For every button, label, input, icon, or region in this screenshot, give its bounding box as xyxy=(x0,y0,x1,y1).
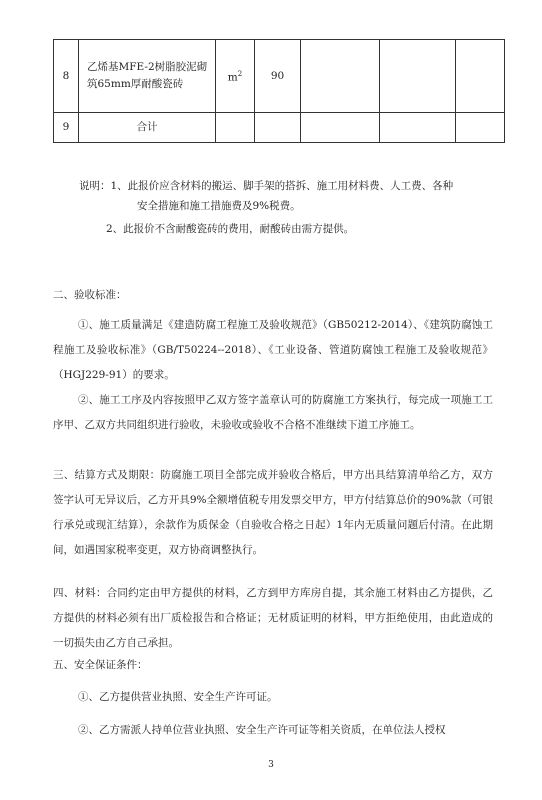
item-name: 合计 xyxy=(79,113,216,143)
unit xyxy=(216,113,255,143)
row-number: 8 xyxy=(54,40,79,113)
note-item-2: 2、此报价不含耐酸瓷砖的费用，耐酸砖由需方提供。 xyxy=(106,223,355,235)
row-number: 9 xyxy=(54,113,79,143)
section-5-paragraph-1: ①、乙方提供营业执照、安全生产许可证。 xyxy=(78,691,278,703)
section-2-paragraph-2: ②、施工工序及内容按照甲乙双方签字盖章认可的防腐施工方案执行，每完成一项施工工序甲、乙双方共同组织进行验收，未验收或验收不合格不准继续下道工序施工。 xyxy=(53,394,493,431)
table-row xyxy=(54,40,505,113)
table-row xyxy=(54,113,505,143)
section-2-paragraph-1: ①、施工质量满足《建造防腐工程施工及验收规范》（GB50212-2014）、《建筑防腐蚀工程施工及验收标准》（GB/T50224--2018）、《工业设备、管道防腐蚀工程施工及验收规范》（HGJ229-91）的要求。 xyxy=(53,319,493,381)
empty-cell xyxy=(301,40,380,113)
empty-cell xyxy=(456,113,505,143)
section-3-paragraph: 三、结算方式及期限：防腐施工项目全部完成并验收合格后，甲方出具结算清单给乙方，双方签字认可无异议后，乙方开具9%全额增值税专用发票交甲方，甲方付结算总价的90%款（可银行承兑或现汇结算），余款作为质保金（自验收合格之日起）1年内无质量问题后付清。在此期间，如遇国家税率变更，双方协商调整执行。 xyxy=(53,469,493,556)
section-5-heading: 五、安全保证条件： xyxy=(53,659,148,671)
section-5-paragraph-2: ②、乙方需派人持单位营业执照、安全生产许可证等相关资质，在单位法人授权 xyxy=(78,724,446,736)
page-number: 3 xyxy=(268,760,274,770)
note-item-1-continued: 安全措施和施工措施费及9%税费。 xyxy=(137,200,301,212)
quantity xyxy=(255,113,301,143)
section-2-heading: 二、验收标准： xyxy=(53,289,127,301)
empty-cell xyxy=(380,113,456,143)
empty-cell xyxy=(301,113,380,143)
empty-cell xyxy=(456,40,505,113)
quantity: 90 xyxy=(255,40,301,113)
price-table xyxy=(53,39,505,143)
note-item-1: 1、此报价应含材料的搬运、脚手架的搭拆、施工用材料费、人工费、各种 xyxy=(110,180,454,192)
item-name: 乙烯基MFE-2树脂胶泥砌筑65mm厚耐酸瓷砖 xyxy=(79,40,216,113)
section-4-paragraph: 四、材料：合同约定由甲方提供的材料，乙方到甲方库房自提，其余施工材料由乙方提供，乙方提供的材料必须有出厂质检报告和合格证；无材质证明的材料，甲方拒绝使用，由此造成的一切损失由乙方自己承担。 xyxy=(53,587,493,649)
empty-cell xyxy=(380,40,456,113)
unit: $m^2$ xyxy=(216,40,255,113)
notes xyxy=(79,176,499,216)
notes-label: 说明： xyxy=(79,180,111,192)
